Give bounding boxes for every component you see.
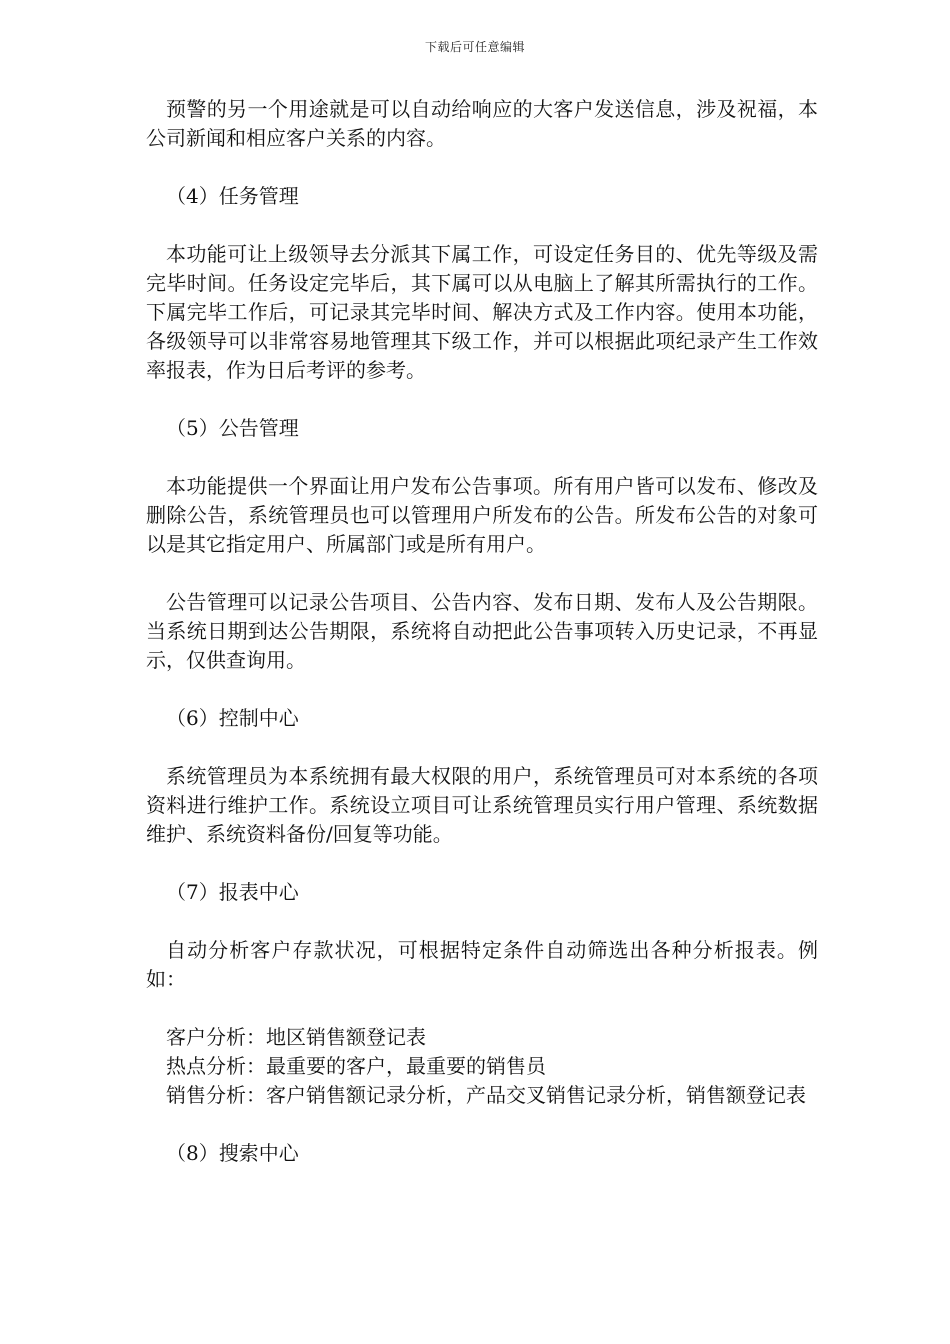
paragraph-report-center: 自动分析客户存款状况，可根据特定条件自动筛选出各种分析报表。例如： — [146, 938, 818, 991]
page-header: 下载后可任意编辑 — [424, 40, 525, 54]
paragraph-notice-record: 公告管理可以记录公告项目、公告内容、发布日期、发布人及公告期限。当系统日期到达公告期限，系统将自动把此公告事项转入历史记录，不再显示，仅供查询用。 — [146, 590, 818, 672]
section-heading-report-center: （7）报表中心 — [166, 880, 299, 904]
report-examples-list — [146, 1023, 818, 1110]
section-heading-search-center: （8）搜索中心 — [166, 1141, 299, 1165]
list-item-hotspot-analysis: 热点分析：最重要的客户，最重要的销售员 — [166, 1054, 546, 1078]
section-heading-control-center: （6）控制中心 — [166, 706, 299, 730]
list-item-customer-analysis: 客户分析：地区销售额登记表 — [166, 1025, 426, 1049]
paragraph-task-management: 本功能可让上级领导去分派其下属工作，可设定任务目的、优先等级及需完毕时间。任务设定完毕后，其下属可以从电脑上了解其所需执行的工作。下属完毕工作后，可记录其完毕时间、解决方式及工作内容。使用本功能，各级领导可以非常容易地管理其下级工作，并可以根据此项纪录产生工作效率报表，作为日后考评的参考。 — [146, 242, 818, 382]
document-body — [146, 95, 818, 1197]
paragraph-warning-usage: 预警的另一个用途就是可以自动给响应的大客户发送信息，涉及祝福，本公司新闻和相应客户关系的内容。 — [146, 97, 818, 150]
section-heading-task-management: （4）任务管理 — [166, 184, 299, 208]
list-item-sales-analysis: 销售分析：客户销售额记录分析，产品交叉销售记录分析，销售额登记表 — [166, 1083, 806, 1107]
paragraph-control-center: 系统管理员为本系统拥有最大权限的用户，系统管理员可对本系统的各项资料进行维护工作。系统设立项目可让系统管理员实行用户管理、系统数据维护、系统资料备份/回复等功能。 — [146, 764, 818, 846]
section-heading-notice-management: （5）公告管理 — [166, 416, 299, 440]
paragraph-notice-publish: 本功能提供一个界面让用户发布公告事项。所有用户皆可以发布、修改及删除公告，系统管理员也可以管理用户所发布的公告。所发布公告的对象可以是其它指定用户、所属部门或是所有用户。 — [146, 474, 818, 556]
